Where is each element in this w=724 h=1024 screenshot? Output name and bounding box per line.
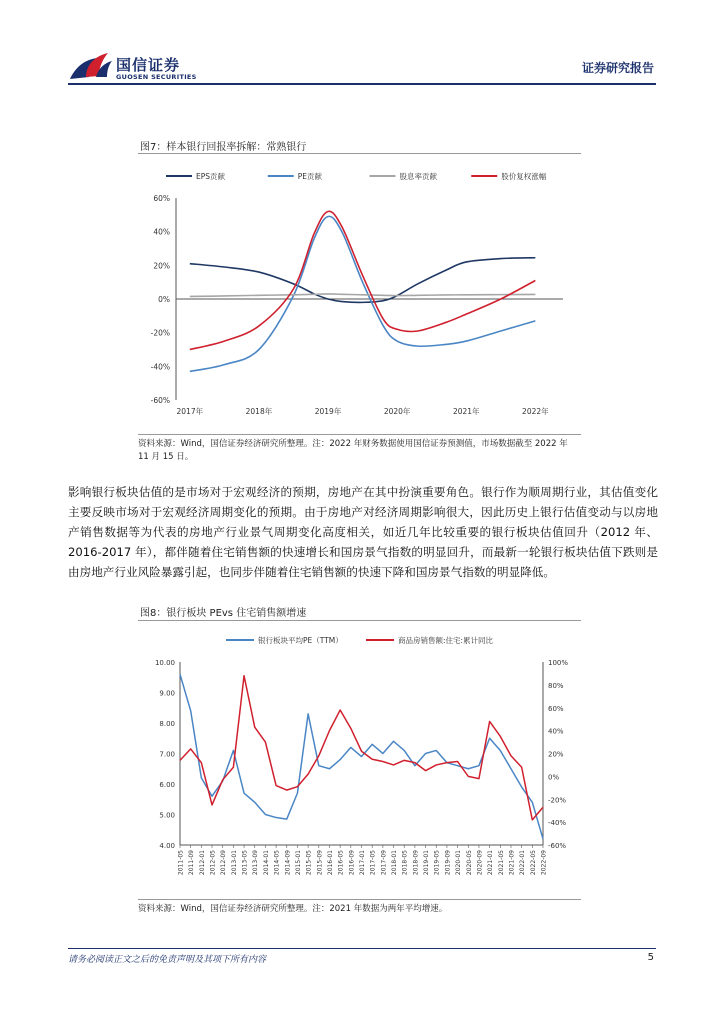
figure8-left-tick-label: 5.00 <box>159 811 175 820</box>
figure8-x-tick-label: 2022-09 <box>540 850 548 876</box>
figure8-x-tick-label: 2012-05 <box>209 850 217 876</box>
guosen-logo-icon <box>68 50 114 82</box>
figure7-chart <box>138 160 581 425</box>
figure8-legend-label: 商品房销售额:住宅:累计同比 <box>398 636 494 645</box>
figure8-right-tick-label: 60% <box>548 704 564 713</box>
figure8-x-tick-label: 2014-05 <box>273 850 281 876</box>
figure8-title: 图8：银行板块 PEvs 住宅销售额增速 <box>140 608 307 619</box>
figure7-axes <box>151 194 563 416</box>
figure8-x-tick-label: 2015-01 <box>294 850 302 876</box>
page-number: 5 <box>647 952 654 963</box>
figure8-chart <box>138 630 581 892</box>
figure8-title-rule <box>138 620 581 621</box>
figure8-legend-label: 银行板块平均PE（TTM） <box>258 636 343 645</box>
figure8-x-tick-label: 2019-05 <box>433 850 441 876</box>
figure8-right-tick-label: 40% <box>548 727 564 736</box>
figure8-x-tick-label: 2012-01 <box>198 850 206 876</box>
figure8-x-tick-label: 2017-05 <box>369 850 377 876</box>
figure8-right-tick-label: 80% <box>548 681 564 690</box>
figure8-x-tick-label: 2013-01 <box>230 850 238 876</box>
figure8-source-rule <box>138 899 581 900</box>
footer-divider <box>68 948 656 949</box>
figure7-x-tick-label: 2022年 <box>522 407 549 416</box>
figure7-title-rule <box>138 153 581 154</box>
figure8-x-tick-label: 2014-09 <box>284 850 292 876</box>
figure8-series-line <box>180 676 543 820</box>
figure8-x-tick-label: 2020-09 <box>476 850 484 876</box>
figure7-series <box>190 211 536 371</box>
figure7-x-tick-label: 2017年 <box>176 407 204 416</box>
figure8-x-tick-label: 2018-05 <box>401 850 409 876</box>
figure8-right-tick-label: -40% <box>548 819 567 828</box>
figure8-axes <box>155 659 568 875</box>
figure8-right-tick-label: 100% <box>548 659 569 667</box>
figure8-source: 资料来源：Wind，国信证券经济研究所整理。注：2021 年数据为两年平均增速。 <box>138 904 448 914</box>
figure8-x-tick-label: 2016-01 <box>326 850 334 876</box>
figure8-right-tick-label: 0% <box>548 773 560 782</box>
figure8-x-tick-label: 2015-05 <box>305 850 313 876</box>
figure7-legend-label: PE贡献 <box>297 172 323 181</box>
figure8-x-tick-label: 2020-01 <box>455 850 463 876</box>
figure7-source: 资料来源：Wind，国信证券经济研究所整理。注：2022 年财务数据使用国信证券预测值，市场数据截至 2022 年 11 月 15 日。 <box>138 439 568 462</box>
figure8-left-tick-label: 6.00 <box>159 781 175 789</box>
figure8-x-tick-label: 2016-09 <box>348 850 356 876</box>
figure8-x-tick-label: 2021-01 <box>487 850 495 876</box>
figure7-source-rule <box>138 434 581 435</box>
figure7-y-tick-label: 40% <box>153 227 170 237</box>
figure8-x-tick-label: 2019-09 <box>444 850 452 876</box>
figure8-left-tick-label: 10.00 <box>154 659 175 667</box>
figure7-y-tick-label: 60% <box>153 194 170 203</box>
figure7-x-tick-label: 2018年 <box>245 407 273 416</box>
figure8-x-tick-label: 2021-05 <box>497 850 505 876</box>
figure7-legend-label: 股息率贡献 <box>399 172 437 181</box>
figure8-x-tick-label: 2011-05 <box>177 850 185 876</box>
figure8-x-tick-label: 2019-01 <box>423 850 431 876</box>
figure7-legend-label: 股价复权涨幅 <box>501 172 547 181</box>
figure7-x-tick-label: 2021年 <box>452 407 480 416</box>
figure7-series-line <box>190 216 536 371</box>
figure8-left-tick-label: 8.00 <box>159 720 175 728</box>
footer-disclaimer: 请务必阅读正文之后的免责声明及其项下所有内容 <box>68 955 267 965</box>
header-divider <box>68 83 656 85</box>
figure7-x-tick-label: 2020年 <box>383 407 411 416</box>
figure8-right-tick-label: -20% <box>548 796 567 805</box>
figure8-legend <box>226 635 494 645</box>
figure8-x-tick-label: 2017-09 <box>380 850 388 876</box>
figure8-x-tick-label: 2013-05 <box>241 850 249 876</box>
figure7-y-tick-label: 0% <box>158 295 170 304</box>
figure8-x-tick-label: 2017-01 <box>359 850 366 876</box>
figure7-y-tick-label: -60% <box>150 396 170 405</box>
body-paragraph: 影响银行板块估值的是市场对于宏观经济的预期，房地产在其中扮演重要角色。银行作为顺周期行业，其估值变化主要反映市场对于宏观经济周期变化的预期。由于房地产对经济周期影响很大，因此历史上银行估值变动与以房地产销售数据等为代表的房地产行业景气周期变化高度相关，如近几年比较重要的银行板块估值回升（2012 年、2016-2017 年），都伴随着住宅销售额的快速增长和国房景气指数的明显回升，而最新一轮银行板块估值下跌则是由房地产行业风险暴露引起，也同步伴随着住宅销售额的快速下降和国房景气指数的明显降低。 <box>68 485 658 579</box>
figure7-y-tick-label: -40% <box>150 362 170 372</box>
figure7-series-line <box>190 294 536 297</box>
figure8-left-tick-label: 7.00 <box>159 750 175 759</box>
figure8-x-tick-label: 2018-01 <box>391 850 399 876</box>
figure8-right-tick-label: 20% <box>548 750 564 759</box>
figure8-left-tick-label: 4.00 <box>159 842 175 850</box>
figure7-y-tick-label: 20% <box>153 261 170 271</box>
figure8-x-tick-label: 2021-09 <box>508 850 516 876</box>
figure8-x-tick-label: 2013-09 <box>252 850 260 876</box>
figure7-legend <box>166 171 547 181</box>
figure8-left-tick-label: 9.00 <box>159 689 175 698</box>
figure7-title: 图7：样本银行回报率拆解：常熟银行 <box>140 142 307 153</box>
figure8-right-tick-label: -60% <box>548 842 567 850</box>
figure8-x-tick-label: 2011-09 <box>188 850 196 876</box>
figure7-legend-label: EPS贡献 <box>196 172 226 181</box>
logo-name: 国信证券 <box>116 56 181 74</box>
figure8-series <box>180 674 543 839</box>
figure8-x-tick-label: 2018-09 <box>412 850 420 876</box>
figure7-x-tick-label: 2019年 <box>314 407 342 416</box>
figure8-x-tick-label: 2014-01 <box>262 850 270 876</box>
logo-english-name: GUOSEN SECURITIES <box>116 73 197 81</box>
figure8-x-tick-label: 2012-09 <box>220 850 228 876</box>
figure8-x-tick-label: 2015-09 <box>316 850 324 876</box>
figure8-x-tick-label: 2022-05 <box>529 850 537 876</box>
figure8-x-tick-label: 2020-05 <box>465 850 473 876</box>
figure8-x-tick-label: 2016-05 <box>337 850 345 876</box>
figure7-y-tick-label: -20% <box>150 328 170 338</box>
figure8-x-tick-label: 2022-01 <box>519 850 527 876</box>
report-type: 证券研究报告 <box>581 61 654 75</box>
